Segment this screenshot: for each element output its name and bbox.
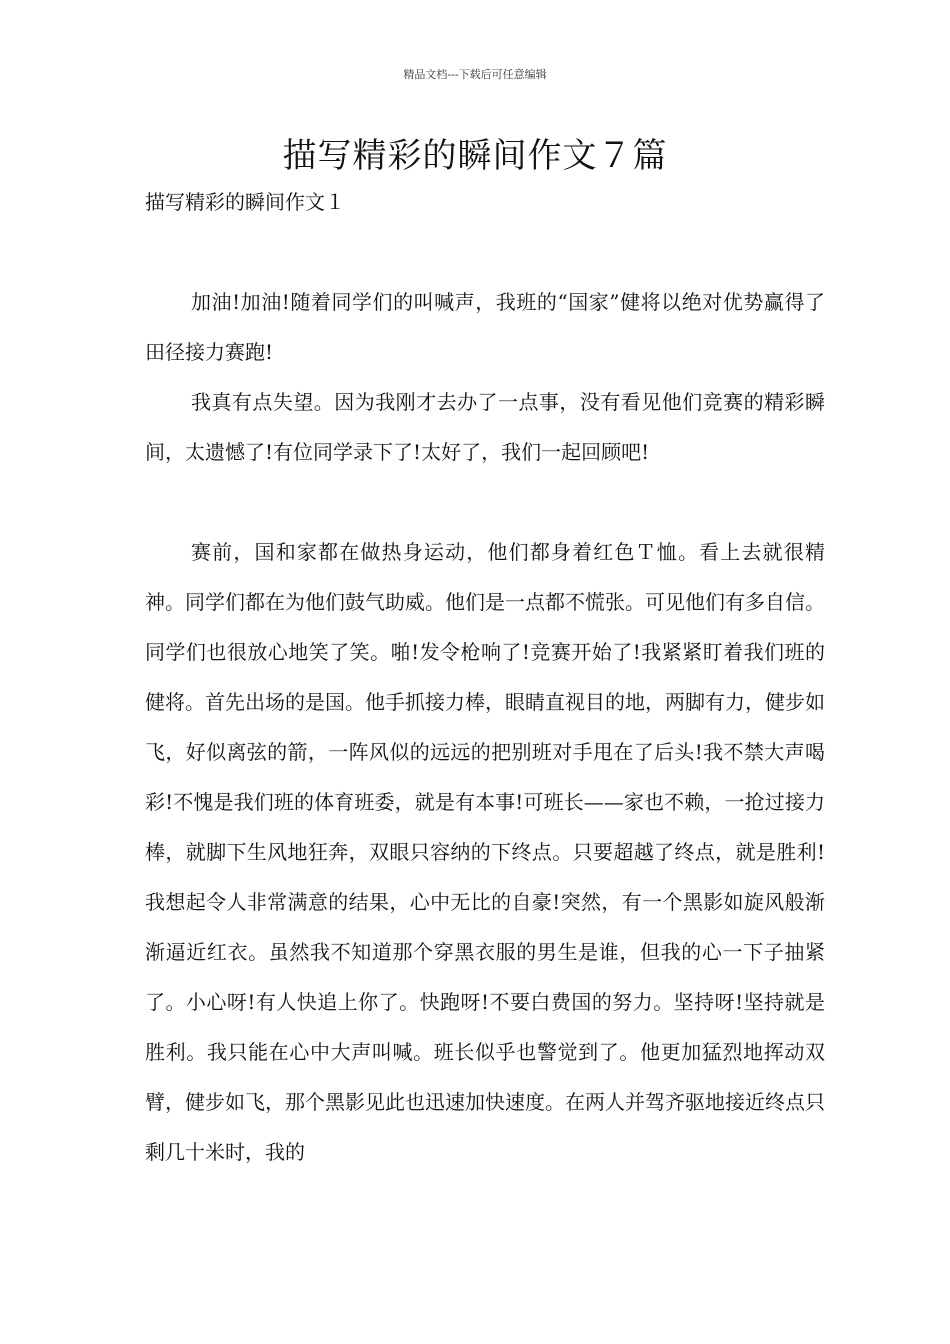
- paragraph-3: 赛前，国和家都在做热身运动，他们都身着红色Ｔ恤。看上去就很精神。同学们都在为他们鼓气助威。他们是一点都不慌张。可见他们有多自信。同学们也很放心地笑了笑。啪!发令枪响了!竞赛开始了!我紧紧盯着我们班的健将。首先出场的是国。他手抓接力棒，眼睛直视目的地，两脚有力，健步如飞，好似离弦的箭，一阵风似的远远的把别班对手甩在了后头!我不禁大声喝彩!不愧是我们班的体育班委，就是有本事!可班长——家也不赖，一抢过接力棒，就脚下生风地狂奔，双眼只容纳的下终点。只要超越了终点，就是胜利!我想起令人非常满意的结果，心中无比的自豪!突然，有一个黑影如旋风般渐渐逼近红衣。虽然我不知道那个穿黑衣服的男生是谁，但我的心一下子抽紧了。小心呀!有人快追上你了。快跑呀!不要白费国的努力。坚持呀!坚持就是胜利。我只能在心中大声叫喊。班长似乎也警觉到了。他更加猛烈地挥动双臂，健步如飞，那个黑影见此也迅速加快速度。在两人并驾齐驱地接近终点只剩几十米时，我的: [145, 540, 825, 1164]
- section-subtitle: 描写精彩的瞬间作文１: [145, 190, 345, 214]
- paragraph-1: 加油!加油!随着同学们的叫喊声，我班的“国家”健将以绝对优势赢得了田径接力赛跑!: [145, 290, 825, 364]
- paragraph-2: 我真有点失望。因为我刚才去办了一点事，没有看见他们竞赛的精彩瞬间，太遗憾了!有位同学录下了!太好了，我们一起回顾吧!: [145, 390, 825, 464]
- document-title: 描写精彩的瞬间作文７篇: [282, 136, 668, 176]
- header-note: 精品文档---下载后可任意编辑: [403, 68, 547, 81]
